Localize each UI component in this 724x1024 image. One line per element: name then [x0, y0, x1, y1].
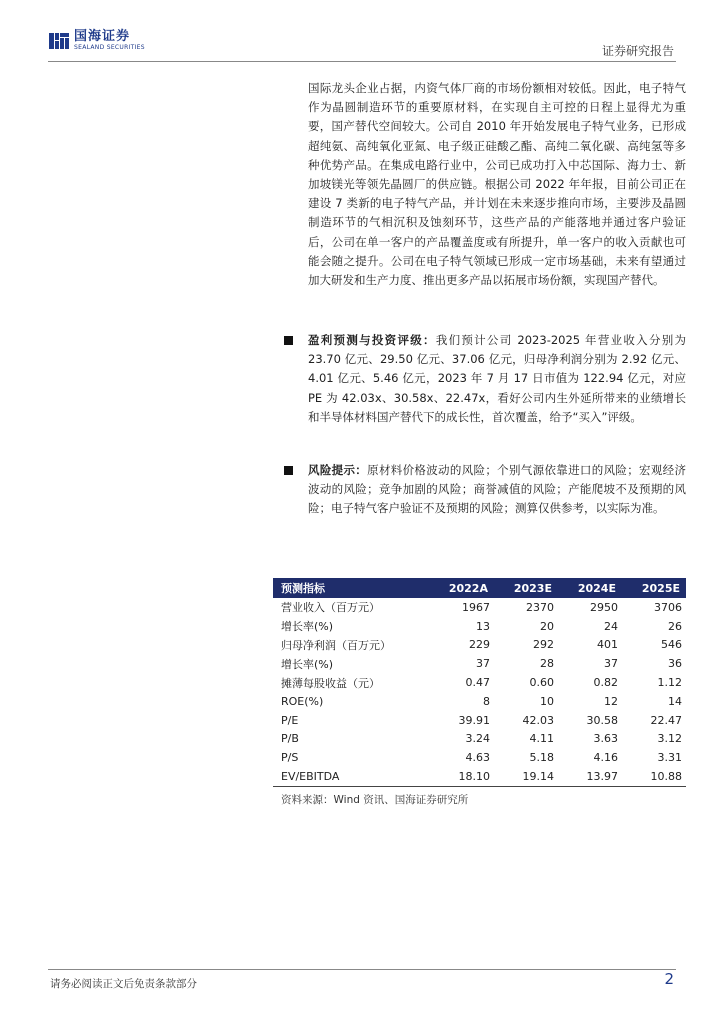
- table-header-row: [273, 578, 686, 598]
- table-cell: 4.11: [529, 732, 554, 746]
- header-divider: [48, 61, 676, 62]
- table-cell: 10.88: [622, 767, 686, 786]
- table-cell: 2370: [525, 600, 554, 614]
- table-cell: 3.12: [657, 732, 682, 746]
- table-cell: 增长率(%): [281, 657, 334, 671]
- table-header-cell: 2022A: [429, 578, 494, 598]
- table-cell: 12: [603, 694, 618, 708]
- table-cell: 18.10: [429, 767, 494, 786]
- table-cell: 3.31: [657, 751, 682, 765]
- risk-section: [284, 461, 686, 519]
- table-cell: 3.63: [593, 732, 618, 746]
- table-cell: 24: [603, 619, 618, 633]
- table-cell: 28: [539, 657, 554, 671]
- footer-divider: [48, 969, 676, 970]
- table-cell: 0.60: [529, 676, 554, 690]
- report-type: 证券研究报告: [601, 44, 674, 58]
- table-row: [273, 617, 686, 636]
- table-cell: 摊薄每股收益（元）: [281, 676, 380, 690]
- table-cell: 2950: [589, 600, 618, 614]
- logo-name-en: SEALAND SECURITIES: [74, 44, 145, 51]
- table-cell: 22.47: [650, 713, 682, 727]
- table-cell: 42.03: [522, 713, 554, 727]
- table-cell: 30.58: [586, 713, 618, 727]
- table-cell: 20: [539, 619, 554, 633]
- table-cell: 13: [475, 619, 490, 633]
- forecast-section: [284, 331, 686, 427]
- table-row: [273, 692, 686, 711]
- table-cell: 401: [596, 638, 618, 652]
- intro-paragraph: 国际龙头企业占据，内资气体厂商的市场份额相对较低。因此，电子特气作为晶圆制造环节的重要原材料，在实现自主可控的日程上显得尤为重要，国产替代空间较大。公司自 2010 年开始发展电子特气业务，已形成超纯氨、高纯氧化亚氮、电子级正硅酸乙酯、高纯二氧化碳、高纯氢等多种优势产品。在集成电路行业中，公司已成功打入中芯国际、海力士、新加坡镁光等领先晶圆厂的供应链。根据公司 2022 年年报，目前公司正在建设 7 类新的电子特气产品，并计划在未来逐步推向市场，主要涉及晶圆制造环节的气相沉积及蚀刻环节，这些产品的产能落地并通过客户验证后，公司在单一客户的产品覆盖度或有所提升，单一客户的收入贡献也可能会随之提升。公司在电子特气领域已形成一定市场基础，未来有望通过加大研发和生产力度、推出更多产品以拓展市场份额，实现国产替代。: [308, 81, 686, 288]
- table-row: [273, 767, 686, 786]
- footer-disclaimer: 请务必阅读正文后免责条款部分: [50, 978, 197, 990]
- table-row: [273, 673, 686, 692]
- table-source: 资料来源：Wind 资讯、国海证券研究所: [281, 794, 469, 806]
- table-header-cell: 2024E: [558, 578, 622, 598]
- page-number: 2: [664, 970, 674, 988]
- table-cell: 36: [668, 657, 682, 671]
- table-cell: 37: [603, 657, 618, 671]
- logo-name-cn: 国海证券: [74, 29, 131, 44]
- table-cell: 14: [668, 694, 682, 708]
- table-cell: 4.63: [465, 751, 490, 765]
- forecast-text: 我们预计公司 2023-2025 年营业收入分别为 23.70 亿元、29.50 亿元、37.06 亿元，归母净利润分别为 2.92 亿元、4.01 亿元、5.46 亿元，2023 年 7 月 17 日市值为 122.94 亿元，对应 PE 为 42.03x、30.58x、22.47x，看好公司内生外延所带来的业绩增长和半导体材料国产替代下的成长性，首次覆盖，给予“买入”评级。: [308, 333, 687, 424]
- table-row: [273, 748, 686, 767]
- square-bullet-icon: [284, 466, 293, 475]
- table-cell: 0.47: [465, 676, 490, 690]
- risk-text: 原材料价格波动的风险；个别气源依靠进口的风险；宏观经济波动的风险；竞争加剧的风险；商誉减值的风险；产能爬坡不及预期的风险；电子特气客户验证不及预期的风险；测算仅供参考，以实际为准。: [308, 463, 687, 516]
- table-cell: 39.91: [458, 713, 490, 727]
- forecast-table: [273, 578, 686, 787]
- table-cell: 5.18: [529, 751, 554, 765]
- table-row: [273, 654, 686, 673]
- table-cell: 13.97: [558, 767, 622, 786]
- square-bullet-icon: [284, 336, 293, 345]
- table-cell: 营业收入（百万元）: [281, 601, 380, 615]
- table-cell: ROE(%): [281, 694, 324, 708]
- table-row: [273, 711, 686, 730]
- forecast-label: 盈利预测与投资评级：: [308, 333, 436, 347]
- table-cell: 1.12: [657, 676, 682, 690]
- table-cell: 0.82: [593, 676, 618, 690]
- table-cell: 229: [468, 638, 490, 652]
- table-cell: 292: [532, 638, 554, 652]
- table-cell: 归母净利润（百万元）: [281, 638, 391, 652]
- table-cell: 3706: [654, 600, 682, 614]
- table-cell: 4.16: [593, 751, 618, 765]
- table-header-cell: 2025E: [622, 578, 686, 598]
- table-body: [273, 598, 686, 786]
- table-cell: 26: [668, 619, 682, 633]
- table-cell: 3.24: [465, 732, 490, 746]
- table-cell: P/B: [281, 732, 299, 746]
- table-cell: 37: [475, 657, 490, 671]
- table-row: [273, 730, 686, 749]
- risk-paragraph: [308, 461, 686, 519]
- table-header-cell: 预测指标: [273, 578, 429, 598]
- table-cell: 1967: [461, 600, 490, 614]
- table-cell: P/S: [281, 751, 299, 765]
- table-header-cell: 2023E: [494, 578, 558, 598]
- table-cell: 19.14: [494, 767, 558, 786]
- sealand-logo-icon: [48, 30, 70, 52]
- table-cell: 8: [482, 694, 490, 708]
- table-row: [273, 636, 686, 655]
- forecast-paragraph: [308, 331, 686, 427]
- table-cell: EV/EBITDA: [273, 767, 429, 786]
- table-cell: 增长率(%): [281, 620, 334, 634]
- table-cell: 546: [661, 638, 682, 652]
- table-row: [273, 598, 686, 617]
- risk-label: 风险提示：: [308, 463, 368, 477]
- table-cell: 10: [539, 694, 554, 708]
- company-logo: [48, 30, 145, 52]
- table-cell: P/E: [281, 713, 299, 727]
- page-header: [48, 28, 676, 62]
